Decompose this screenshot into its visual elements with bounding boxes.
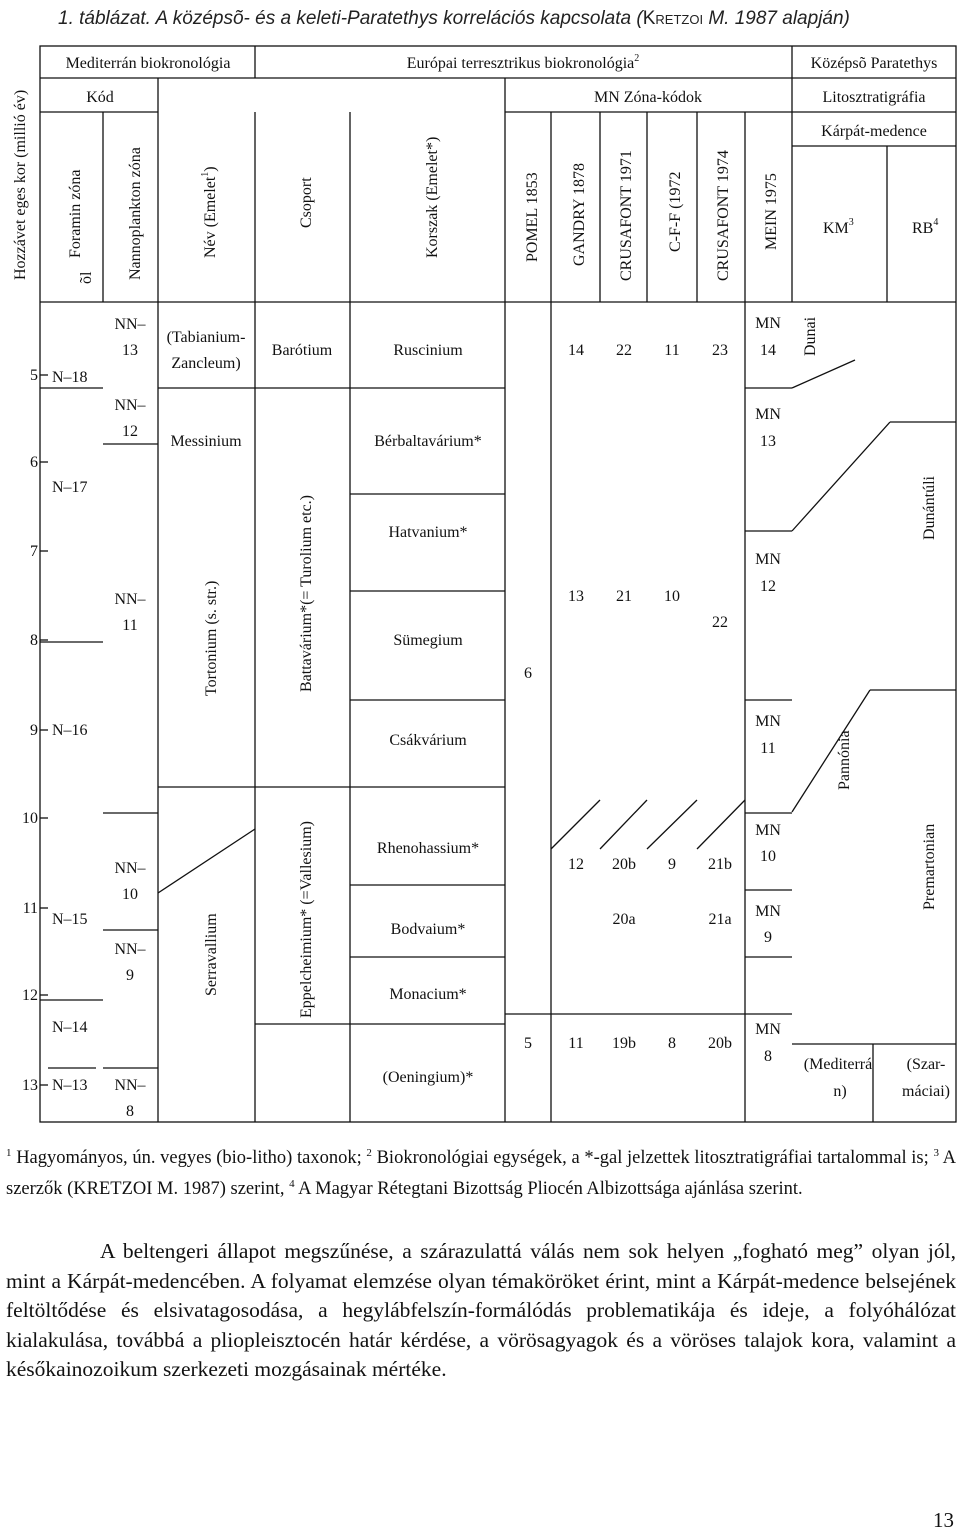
zone-value: 21 xyxy=(616,588,632,605)
stage-names xyxy=(167,329,246,996)
header-oi: õl xyxy=(78,271,95,284)
mein-zone: 8 xyxy=(764,1048,772,1065)
nanno-zone: 8 xyxy=(126,1103,134,1120)
header-crusafont-1974: CRUSAFONT 1974 xyxy=(715,150,732,281)
zone-value: 10 xyxy=(664,588,680,605)
group-battavarium: Battavárium*(= Turolium etc.) xyxy=(298,495,315,692)
name-serravallium: Serravallium xyxy=(203,913,220,996)
nanno-zone: 12 xyxy=(122,423,138,440)
caption-suffix: M. 1987 alapján) xyxy=(703,8,850,29)
zone-value: 11 xyxy=(664,342,680,359)
zone-value: 11 xyxy=(568,1035,584,1052)
mein-zone: 10 xyxy=(760,848,776,865)
zone-value: 8 xyxy=(668,1035,676,1052)
lito-mediterran: (Mediterrá xyxy=(803,1056,873,1073)
zone-value: 21b xyxy=(708,856,732,873)
caption-prefix: 1. táblázat. A középsõ- és a keleti-Paratethys korrelációs kapcsolata ( xyxy=(58,8,643,29)
header-row-2 xyxy=(86,89,927,140)
age-label: 12 xyxy=(22,987,38,1004)
zone-value: 14 xyxy=(568,342,584,359)
mein-zone: MN xyxy=(755,713,781,730)
header-korszak: Korszak (Emelet*) xyxy=(424,136,441,258)
group-eppelcheimium: Eppelcheimium* (=Vallesium) xyxy=(298,821,315,1018)
body-paragraph: A beltengeri állapot megszűnése, a szárazulattá válás nem sok helyen „fogható meg” olyan jól, mint a Kárpát-medencében. A folyamat elemzése olyan témaköröket érint, mint a Kárpát-medence belsejének feltöltődése és elsivatagosodása, a hegylábfelszín-formálódás problematikája és ideje, a folyóhálózat kialakulása, továbbá a pliopleisztocén határ kérdése, a vörösagyagok és a vöröses talajok kora, valamint a későkainozoikum szerkezeti mozgásainak mértéke. xyxy=(6,1239,956,1381)
zone-value: 21a xyxy=(708,911,732,928)
zone-value: 22 xyxy=(712,614,728,631)
stage-csakvarium: Csákvárium xyxy=(389,732,467,749)
korszak-stages xyxy=(374,342,482,1086)
header-cff: C-F-F (1972 xyxy=(667,171,684,252)
footnote-text: A Magyar Rétegtani Bizottság Pliocén Albizottsága ajánlása szerint. xyxy=(294,1179,803,1199)
header-nev: Név (Emelet$^1$) xyxy=(200,166,219,258)
footnote-marker: 2 xyxy=(366,1147,372,1159)
age-label: 5 xyxy=(30,367,38,384)
mein-zone: 9 xyxy=(764,929,772,946)
lito-dunai: Dunai xyxy=(802,316,819,356)
header-crusafont-1971: CRUSAFONT 1971 xyxy=(618,150,635,281)
stage-rhenohassium: Rhenohassium* xyxy=(376,840,480,857)
header-mein: MEIN 1975 xyxy=(763,173,780,250)
caption-author: Kretzoi xyxy=(642,8,704,29)
stage-hatvanium: Hatvanium* xyxy=(388,524,468,541)
header-rb: $RB^4$ xyxy=(912,217,939,237)
zone-value: 9 xyxy=(668,856,676,873)
header-row-1 xyxy=(66,53,938,72)
body-paragraph-block xyxy=(6,1237,956,1385)
lito-units xyxy=(802,316,950,1100)
header-litosztratigrafia: Litosztratigráfia xyxy=(822,89,926,106)
name-zancleum: Zancleum) xyxy=(171,355,241,372)
header-kod: Kód xyxy=(86,89,114,106)
lito-mediterran: n) xyxy=(833,1083,847,1100)
header-kozepso-paratethys: Középsõ Paratethys xyxy=(810,55,938,72)
footnotes xyxy=(6,1140,956,1202)
footnote-text: A szerzők (KRETZOI M. 1987) szerint, xyxy=(6,1148,956,1199)
header-gandry: GANDRY 1878 xyxy=(571,163,588,266)
nanno-zone: NN– xyxy=(114,1077,146,1094)
header-km: $KM^3$ xyxy=(823,217,854,237)
group-names xyxy=(272,342,333,1018)
foramin-zone: N–17 xyxy=(52,479,88,496)
header-mediterran: Mediterrán biokronológia xyxy=(65,55,231,72)
foramin-zone: N–15 xyxy=(52,911,88,928)
nanno-zone: NN– xyxy=(114,397,146,414)
age-label: 6 xyxy=(30,454,38,471)
mein-zone: 12 xyxy=(760,578,776,595)
mein-zones xyxy=(755,315,781,1065)
foramin-zones xyxy=(52,369,88,1094)
stage-sumegium: Sümegium xyxy=(393,632,463,649)
nanno-zone: NN– xyxy=(114,316,146,333)
stage-ruscinium: Ruscinium xyxy=(393,342,463,359)
mein-zone: 14 xyxy=(760,342,776,359)
mein-zone: MN xyxy=(755,551,781,568)
nanno-zone: 13 xyxy=(122,342,138,359)
stage-bodvaium: Bodvaium* xyxy=(390,921,466,938)
age-label: 10 xyxy=(22,810,38,827)
footnote-marker: 3 xyxy=(933,1147,939,1159)
header-csoport: Csoport xyxy=(298,177,315,228)
nanno-zone: 10 xyxy=(122,886,138,903)
lito-pannonia: Pannónia xyxy=(836,730,853,790)
mein-zone: MN xyxy=(755,315,781,332)
stage-berbaltavarium: Bérbaltavárium* xyxy=(374,433,482,450)
page-number: 13 xyxy=(933,1508,954,1532)
zone-value: 12 xyxy=(568,856,584,873)
zone-value: 13 xyxy=(568,588,584,605)
name-tortonium: Tortonium (s. str.) xyxy=(203,580,220,696)
header-foramin: Foramin zóna xyxy=(67,169,84,258)
name-messinium: Messinium xyxy=(170,433,242,450)
mein-zone: 11 xyxy=(760,740,776,757)
nanno-zone: NN– xyxy=(114,591,146,608)
header-europai: Európai terresztrikus biokronológia$^2$ xyxy=(406,53,640,72)
zone-value: 20b xyxy=(612,856,636,873)
age-label: 11 xyxy=(22,900,38,917)
mein-zone: MN xyxy=(755,1021,781,1038)
age-label: 8 xyxy=(30,632,38,649)
header-mn-zona: MN Zóna-kódok xyxy=(594,89,702,106)
zone-value: 22 xyxy=(616,342,632,359)
footnote-text: Hagyományos, ún. vegyes (bio-litho) taxonok; xyxy=(11,1148,367,1168)
zone-value: 19b xyxy=(612,1035,636,1052)
zone-value: 23 xyxy=(712,342,728,359)
nanno-zone: 9 xyxy=(126,967,134,984)
age-labels xyxy=(22,367,38,1094)
header-karpat-medence: Kárpát-medence xyxy=(821,123,927,140)
zone-value: 5 xyxy=(524,1035,532,1052)
mein-zone: MN xyxy=(755,822,781,839)
name-tabianium: (Tabianium- xyxy=(166,329,246,346)
header-vertical-labels xyxy=(12,90,780,284)
lito-premartonian: Premartonian xyxy=(921,823,938,910)
age-label: 13 xyxy=(22,1077,38,1094)
nannoplankton-zones xyxy=(114,316,146,1120)
mein-zone: MN xyxy=(755,406,781,423)
mein-zone: 13 xyxy=(760,433,776,450)
footnote-marker: 1 xyxy=(6,1147,12,1159)
nanno-zone: NN– xyxy=(114,860,146,877)
mein-zone: MN xyxy=(755,903,781,920)
group-barotium: Barótium xyxy=(271,342,333,359)
table-grid xyxy=(40,46,956,1122)
foramin-zone: N–13 xyxy=(52,1077,88,1094)
foramin-zone: N–18 xyxy=(52,369,88,386)
zone-value: 20a xyxy=(612,911,636,928)
footnote-marker: 4 xyxy=(289,1178,295,1190)
age-label: 7 xyxy=(30,543,38,560)
header-nannoplankton: Nannoplankton zóna xyxy=(127,147,144,280)
lito-szarmaciai: (Szar- xyxy=(906,1056,946,1073)
zone-value: 6 xyxy=(524,665,532,682)
lito-szarmaciai: máciai) xyxy=(902,1083,950,1100)
footnote-text: Biokronológiai egységek, a *-gal jelzettek litosztratigráfiai tartalommal is; xyxy=(371,1148,934,1168)
stage-monacium: Monacium* xyxy=(389,986,467,1003)
age-label: 9 xyxy=(30,722,38,739)
lito-dunantuli: Dunántúli xyxy=(921,476,938,540)
nanno-zone: NN– xyxy=(114,941,146,958)
zone-value: 20b xyxy=(708,1035,732,1052)
nanno-zone: 11 xyxy=(122,617,138,634)
foramin-zone: N–14 xyxy=(52,1019,88,1036)
foramin-zone: N–16 xyxy=(52,722,88,739)
header-hozzavet-kor: Hozzávet eges kor (millió év) xyxy=(12,89,29,280)
stage-oeningium: (Oeningium)* xyxy=(382,1069,474,1086)
header-pomel: POMEL 1853 xyxy=(524,172,541,262)
header-km-rb xyxy=(823,217,938,237)
mn-zone-values xyxy=(524,342,732,1052)
